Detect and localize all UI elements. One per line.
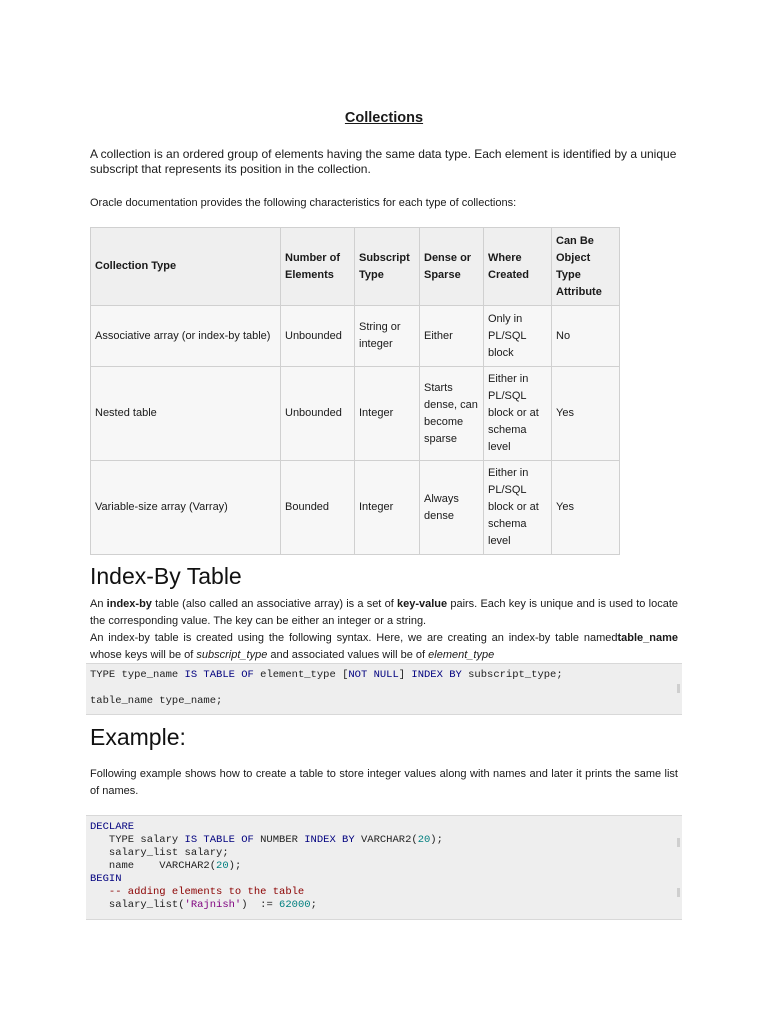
oracle-doc-paragraph: Oracle documentation provides the following characteristics for each type of collections: [90, 197, 517, 209]
example-paragraph: Following example shows how to create a table to store integer values along with names and later it prints the same list of names. [90, 768, 678, 797]
code-token: IS TABLE OF [184, 669, 254, 681]
table-cell: Either in PL/SQL block or at schema level [484, 461, 552, 555]
code-token: ); [228, 860, 242, 872]
code-line [90, 695, 222, 707]
code-token: name VARCHAR2( [90, 860, 217, 872]
code-line [90, 873, 122, 885]
text-run: whose keys will be of [90, 649, 197, 661]
code-token: TYPE [90, 669, 116, 681]
table-cell: Integer [355, 461, 420, 555]
code-token: 'Rajnish' [184, 899, 242, 911]
header-where-created: Where Created [484, 228, 552, 306]
code-token: [ [342, 669, 349, 681]
table-cell: Yes [552, 367, 620, 461]
code-token: INDEX BY [304, 834, 355, 846]
code-token: salary_list( [90, 899, 185, 911]
table-row [91, 306, 620, 367]
code-token: DECLARE [90, 821, 135, 833]
scroll-indicator [677, 684, 680, 693]
code-line [90, 899, 317, 911]
table-cell: Bounded [281, 461, 355, 555]
code-token: TYPE salary [90, 834, 185, 846]
header-collection-type: Collection Type [91, 228, 281, 306]
header-number-of-elements: Number of Elements [281, 228, 355, 306]
italic-term-element-type: element_type [428, 649, 495, 661]
code-token: ] [398, 669, 412, 681]
table-row [91, 367, 620, 461]
table-cell: Either [420, 306, 484, 367]
code-token: table_name type_name; [90, 695, 223, 707]
code-token: VARCHAR2( [354, 834, 418, 846]
code-line [90, 669, 563, 681]
header-object-type-attribute: Can Be Object Type Attribute [552, 228, 620, 306]
collections-table [90, 227, 620, 555]
code-token: BEGIN [90, 873, 122, 885]
header-dense-or-sparse: Dense or Sparse [420, 228, 484, 306]
italic-term-subscript-type: subscript_type [196, 649, 268, 661]
code-line [90, 847, 229, 859]
table-cell: Nested table [91, 367, 281, 461]
table-cell: Starts dense, can become sparse [420, 367, 484, 461]
code-line [90, 860, 241, 872]
table-cell: Yes [552, 461, 620, 555]
table-cell: No [552, 306, 620, 367]
intro-paragraph: A collection is an ordered group of elements having the same data type. Each element is identified by a unique subscript that represents its position in the collection. [90, 147, 677, 176]
scroll-indicator [677, 888, 680, 897]
text-run: An [90, 598, 107, 610]
table-row [91, 461, 620, 555]
code-token: NUMBER [253, 834, 305, 846]
code-line [90, 834, 443, 846]
page-title: Collections [344, 110, 424, 126]
table-cell: Integer [355, 367, 420, 461]
table-cell: Unbounded [281, 306, 355, 367]
code-token: ; [310, 899, 317, 911]
code-token: type_name [115, 669, 185, 681]
code-token: salary_list salary; [90, 847, 229, 859]
code-token: 20 [417, 834, 431, 846]
code-token: 20 [216, 860, 229, 872]
table-cell: Only in PL/SQL block [484, 306, 552, 367]
code-line [90, 886, 304, 898]
code-token: -- adding elements to the table [90, 886, 305, 898]
table-header-row [91, 228, 620, 306]
code-token: ) := [241, 899, 280, 911]
text-run: pairs. Each key is unique and is used to locate the corresponding value. The key can be either an integer or a string. [90, 598, 678, 627]
example-code-block [86, 815, 682, 920]
code-token: IS TABLE OF [184, 834, 254, 846]
code-token: NOT NULL [348, 669, 399, 681]
code-token: INDEX BY [411, 669, 462, 681]
code-token: 62000 [279, 899, 311, 911]
code-line [90, 821, 134, 833]
code-token: element_type [253, 669, 343, 681]
table-cell: Associative array (or index-by table) [91, 306, 281, 367]
code-token: subscript_type; [461, 669, 563, 681]
text-run: An index-by table is created using the following syntax. Here, we are creating an index-by table named [90, 632, 618, 644]
index-by-heading: Index-By Table [90, 563, 242, 589]
index-by-paragraph [90, 596, 678, 630]
code-token: ); [430, 834, 443, 846]
header-subscript-type: Subscript Type [355, 228, 420, 306]
table-cell: Always dense [420, 461, 484, 555]
scroll-indicator [677, 838, 680, 847]
text-run: table (also called an associative array) is a set of [151, 598, 397, 610]
text-run: and associated values will be of [267, 649, 429, 661]
bold-term-key-value: key-value [396, 598, 448, 610]
table-cell: Variable-size array (Varray) [91, 461, 281, 555]
bold-term-index-by: index-by [106, 598, 152, 610]
syntax-code-block [86, 663, 682, 715]
table-cell: String or integer [355, 306, 420, 367]
bold-term-table-name: table_name [617, 632, 678, 644]
table-cell: Either in PL/SQL block or at schema level [484, 367, 552, 461]
syntax-paragraph [90, 630, 678, 664]
example-heading: Example: [90, 724, 186, 750]
table-cell: Unbounded [281, 367, 355, 461]
